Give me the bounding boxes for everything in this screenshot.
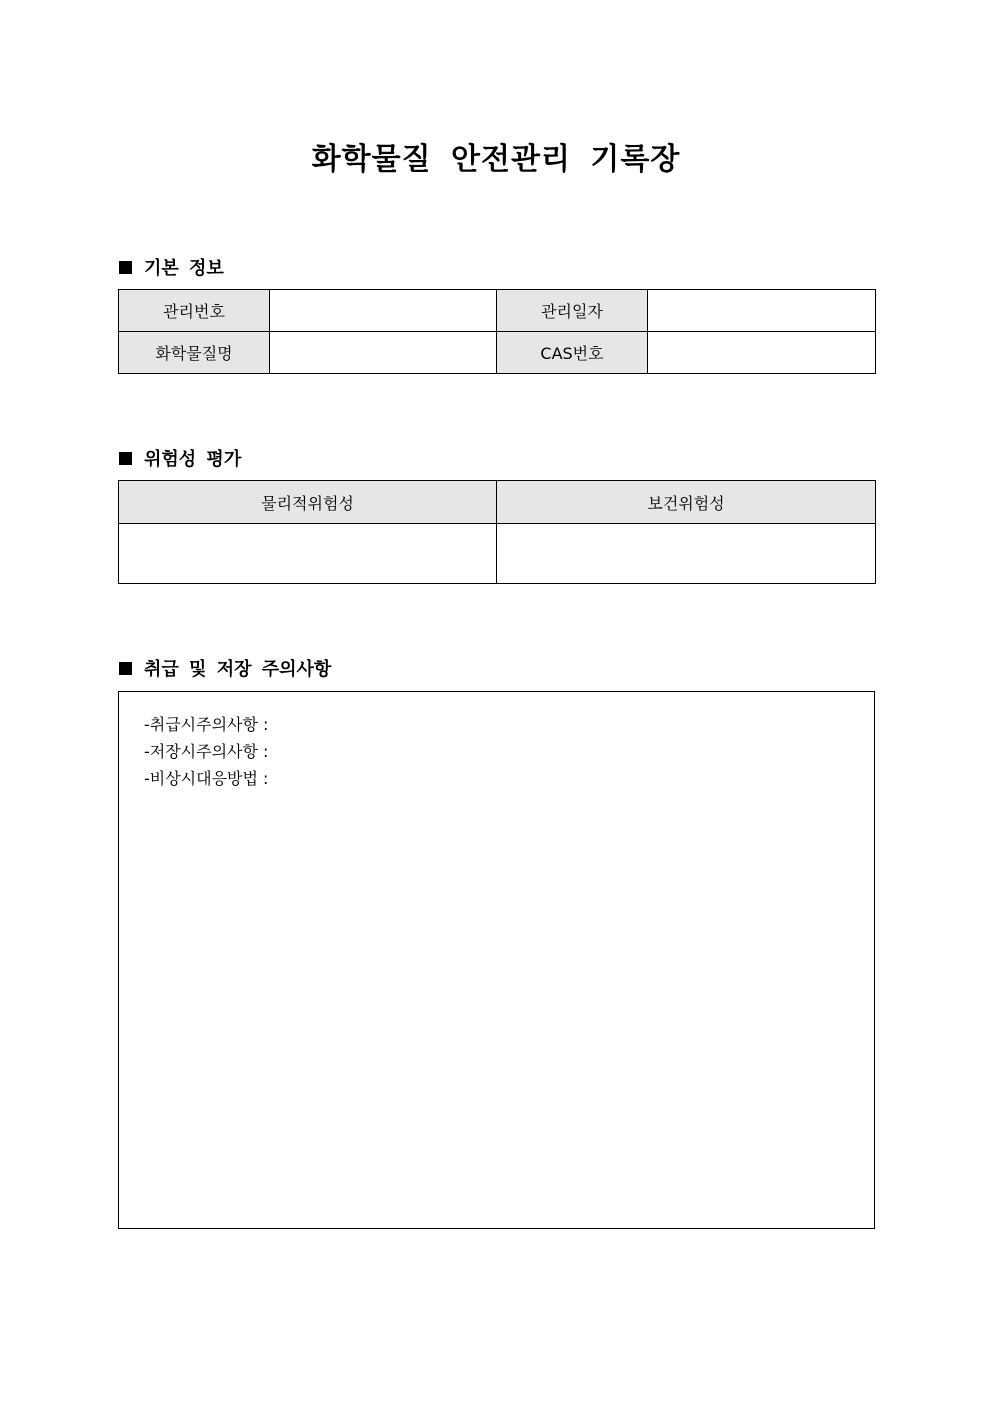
chem-name-field[interactable] bbox=[270, 332, 497, 374]
document-title: 화학물질 안전관리 기록장 bbox=[311, 142, 681, 177]
cas-label: CAS번호 bbox=[497, 332, 648, 374]
chem-name-label: 화학물질명 bbox=[119, 332, 270, 374]
basic-info-table bbox=[118, 289, 876, 374]
mgmt-no-label: 관리번호 bbox=[119, 290, 270, 332]
mgmt-date-label: 관리일자 bbox=[497, 290, 648, 332]
handling-precautions-line: -취급시주의사항 : bbox=[144, 715, 269, 734]
section-heading-basic-info bbox=[119, 254, 224, 280]
physical-hazard-field[interactable] bbox=[119, 524, 497, 584]
section-heading-hazard bbox=[119, 445, 241, 471]
health-hazard-field[interactable] bbox=[497, 524, 876, 584]
physical-hazard-header: 물리적위험성 bbox=[119, 481, 497, 524]
table-row bbox=[119, 290, 876, 332]
hazard-table bbox=[118, 480, 876, 584]
mgmt-no-field[interactable] bbox=[270, 290, 497, 332]
section-title: 위험성 평가 bbox=[144, 449, 242, 470]
table-header-row bbox=[119, 481, 876, 524]
section-title: 취급 및 저장 주의사항 bbox=[144, 659, 332, 680]
emergency-response-line: -비상시대응방법 : bbox=[144, 769, 269, 788]
health-hazard-header: 보건위험성 bbox=[497, 481, 876, 524]
section-heading-handling bbox=[119, 655, 331, 681]
cas-field[interactable] bbox=[648, 332, 876, 374]
square-bullet-icon bbox=[119, 452, 132, 465]
handling-notes-box[interactable] bbox=[118, 691, 875, 1229]
table-row bbox=[119, 332, 876, 374]
table-row bbox=[119, 524, 876, 584]
square-bullet-icon bbox=[119, 261, 132, 274]
mgmt-date-field[interactable] bbox=[648, 290, 876, 332]
storage-precautions-line: -저장시주의사항 : bbox=[144, 742, 269, 761]
square-bullet-icon bbox=[119, 662, 132, 675]
section-title: 기본 정보 bbox=[144, 258, 224, 279]
